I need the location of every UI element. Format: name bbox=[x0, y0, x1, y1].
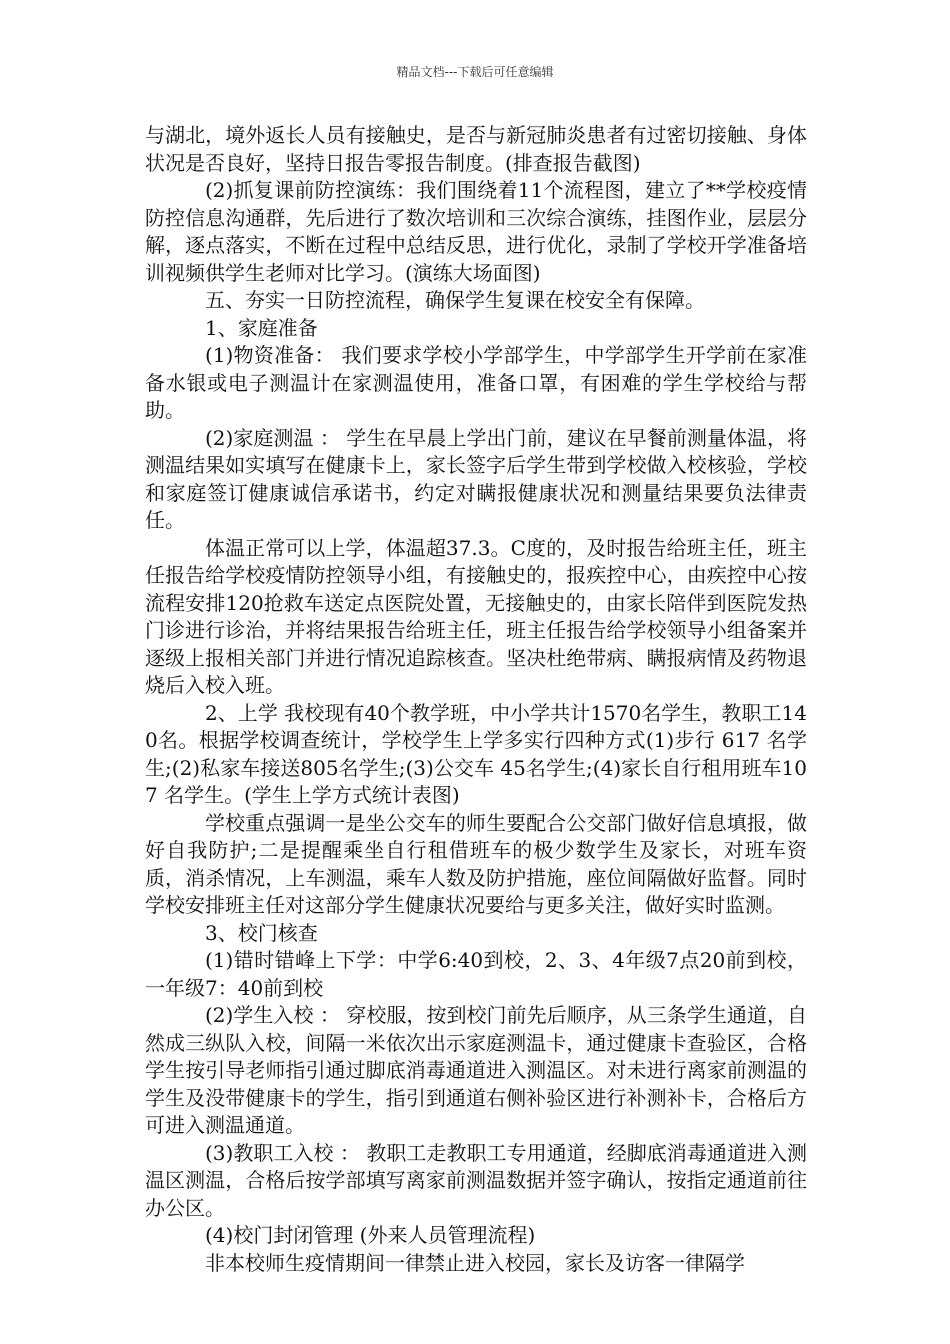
paragraph: (1)错时错峰上下学：中学6:40到校，2、3、4年级7点20前到校，一年级7：40前到校 bbox=[145, 948, 807, 1000]
paragraph: 体温正常可以上学，体温超37.3。C度的，及时报告给班主任，班主任报告给学校疫情防控领导小组，有接触史的，报疾控中心，由疾控中心按流程安排120抢救车送定点医院处置，无接触史的，由家长陪伴到医院发热门诊进行诊治，并将结果报告给班主任，班主任报告给学校领导小组备案并逐级上报相关部门并进行情况追踪核查。坚决杜绝带病、瞒报病情及药物退烧后入校入班。 bbox=[145, 535, 807, 697]
page-header: 精品文档---下载后可任意编辑 bbox=[396, 65, 554, 79]
paragraph: (4)校门封闭管理 (外来人员管理流程) bbox=[205, 1223, 536, 1247]
paragraph: 非本校师生疫情期间一律禁止进入校园，家长及访客一律隔学 bbox=[205, 1250, 745, 1275]
paragraph: 学校重点强调一是坐公交车的师生要配合公交部门做好信息填报，做好自我防护;二是提醒乘坐自行租借班车的极少数学生及家长，对班车资质，消杀情况，上车测温，乘车人数及防护措施，座位间隔做好监督。同时学校安排班主任对这部分学生健康状况要给与更多关注，做好实时监测。 bbox=[145, 810, 807, 917]
paragraph: (3)教职工入校 ： 教职工走教职工专用通道，经脚底消毒通道进入测温区测温，合格后按学部填写离家前测温数据并签字确认，按指定通道前往办公区。 bbox=[145, 1140, 807, 1220]
paragraph: (2)家庭测温 ： 学生在早晨上学出门前，建议在早餐前测量体温，将测温结果如实填写在健康卡上，家长签字后学生带到学校做入校核验，学校和家庭签订健康诚信承诺书，约定对瞒报健康状况和测量结果要负法律责任。 bbox=[145, 425, 807, 532]
paragraph: (1)物资准备： 我们要求学校小学部学生，中学部学生开学前在家准备水银或电子测温计在家测温使用，准备口罩，有困难的学生学校给与帮助。 bbox=[145, 343, 807, 422]
paragraph: 与湖北，境外返长人员有接触史，是否与新冠肺炎患者有过密切接触、身体状况是否良好，坚持日报告零报告制度。(排查报告截图) bbox=[145, 123, 807, 175]
document-body bbox=[145, 122, 807, 1277]
section-heading: 五、夯实一日防控流程，确保学生复课在校安全有保障。 bbox=[205, 288, 705, 312]
paragraph: (2)抓复课前防控演练：我们围绕着11个流程图，建立了**学校疫情防控信息沟通群，先后进行了数次培训和三次综合演练，挂图作业，层层分解，逐点落实，不断在过程中总结反思，进行优化，录制了学校开学准备培训视频供学生老师对比学习。(演练大场面图) bbox=[145, 178, 807, 285]
paragraph: (2)学生入校 ： 穿校服，按到校门前先后顺序，从三条学生通道，自然成三纵队入校，间隔一米依次出示家庭测温卡，通过健康卡查验区，合格学生按引导老师指引通过脚底消毒通道进入测温区。对未进行离家前测温的学生及没带健康卡的学生，指引到通道右侧补验区进行补测补卡，合格后方可进入测温通道。 bbox=[145, 1003, 807, 1137]
paragraph: 2、上学 我校现有40个教学班，中小学共计1570名学生，教职工140名。根据学校调查统计，学校学生上学多实行四种方式(1)步行 617 名学生;(2)私家车接送805名学生;(3)公交车 45名学生;(4)家长自行租用班车107 名学生。(学生上学方式统计表图) bbox=[145, 700, 807, 807]
subsection-heading: 1、家庭准备 bbox=[205, 315, 318, 340]
subsection-heading: 3、校门核查 bbox=[205, 920, 318, 945]
